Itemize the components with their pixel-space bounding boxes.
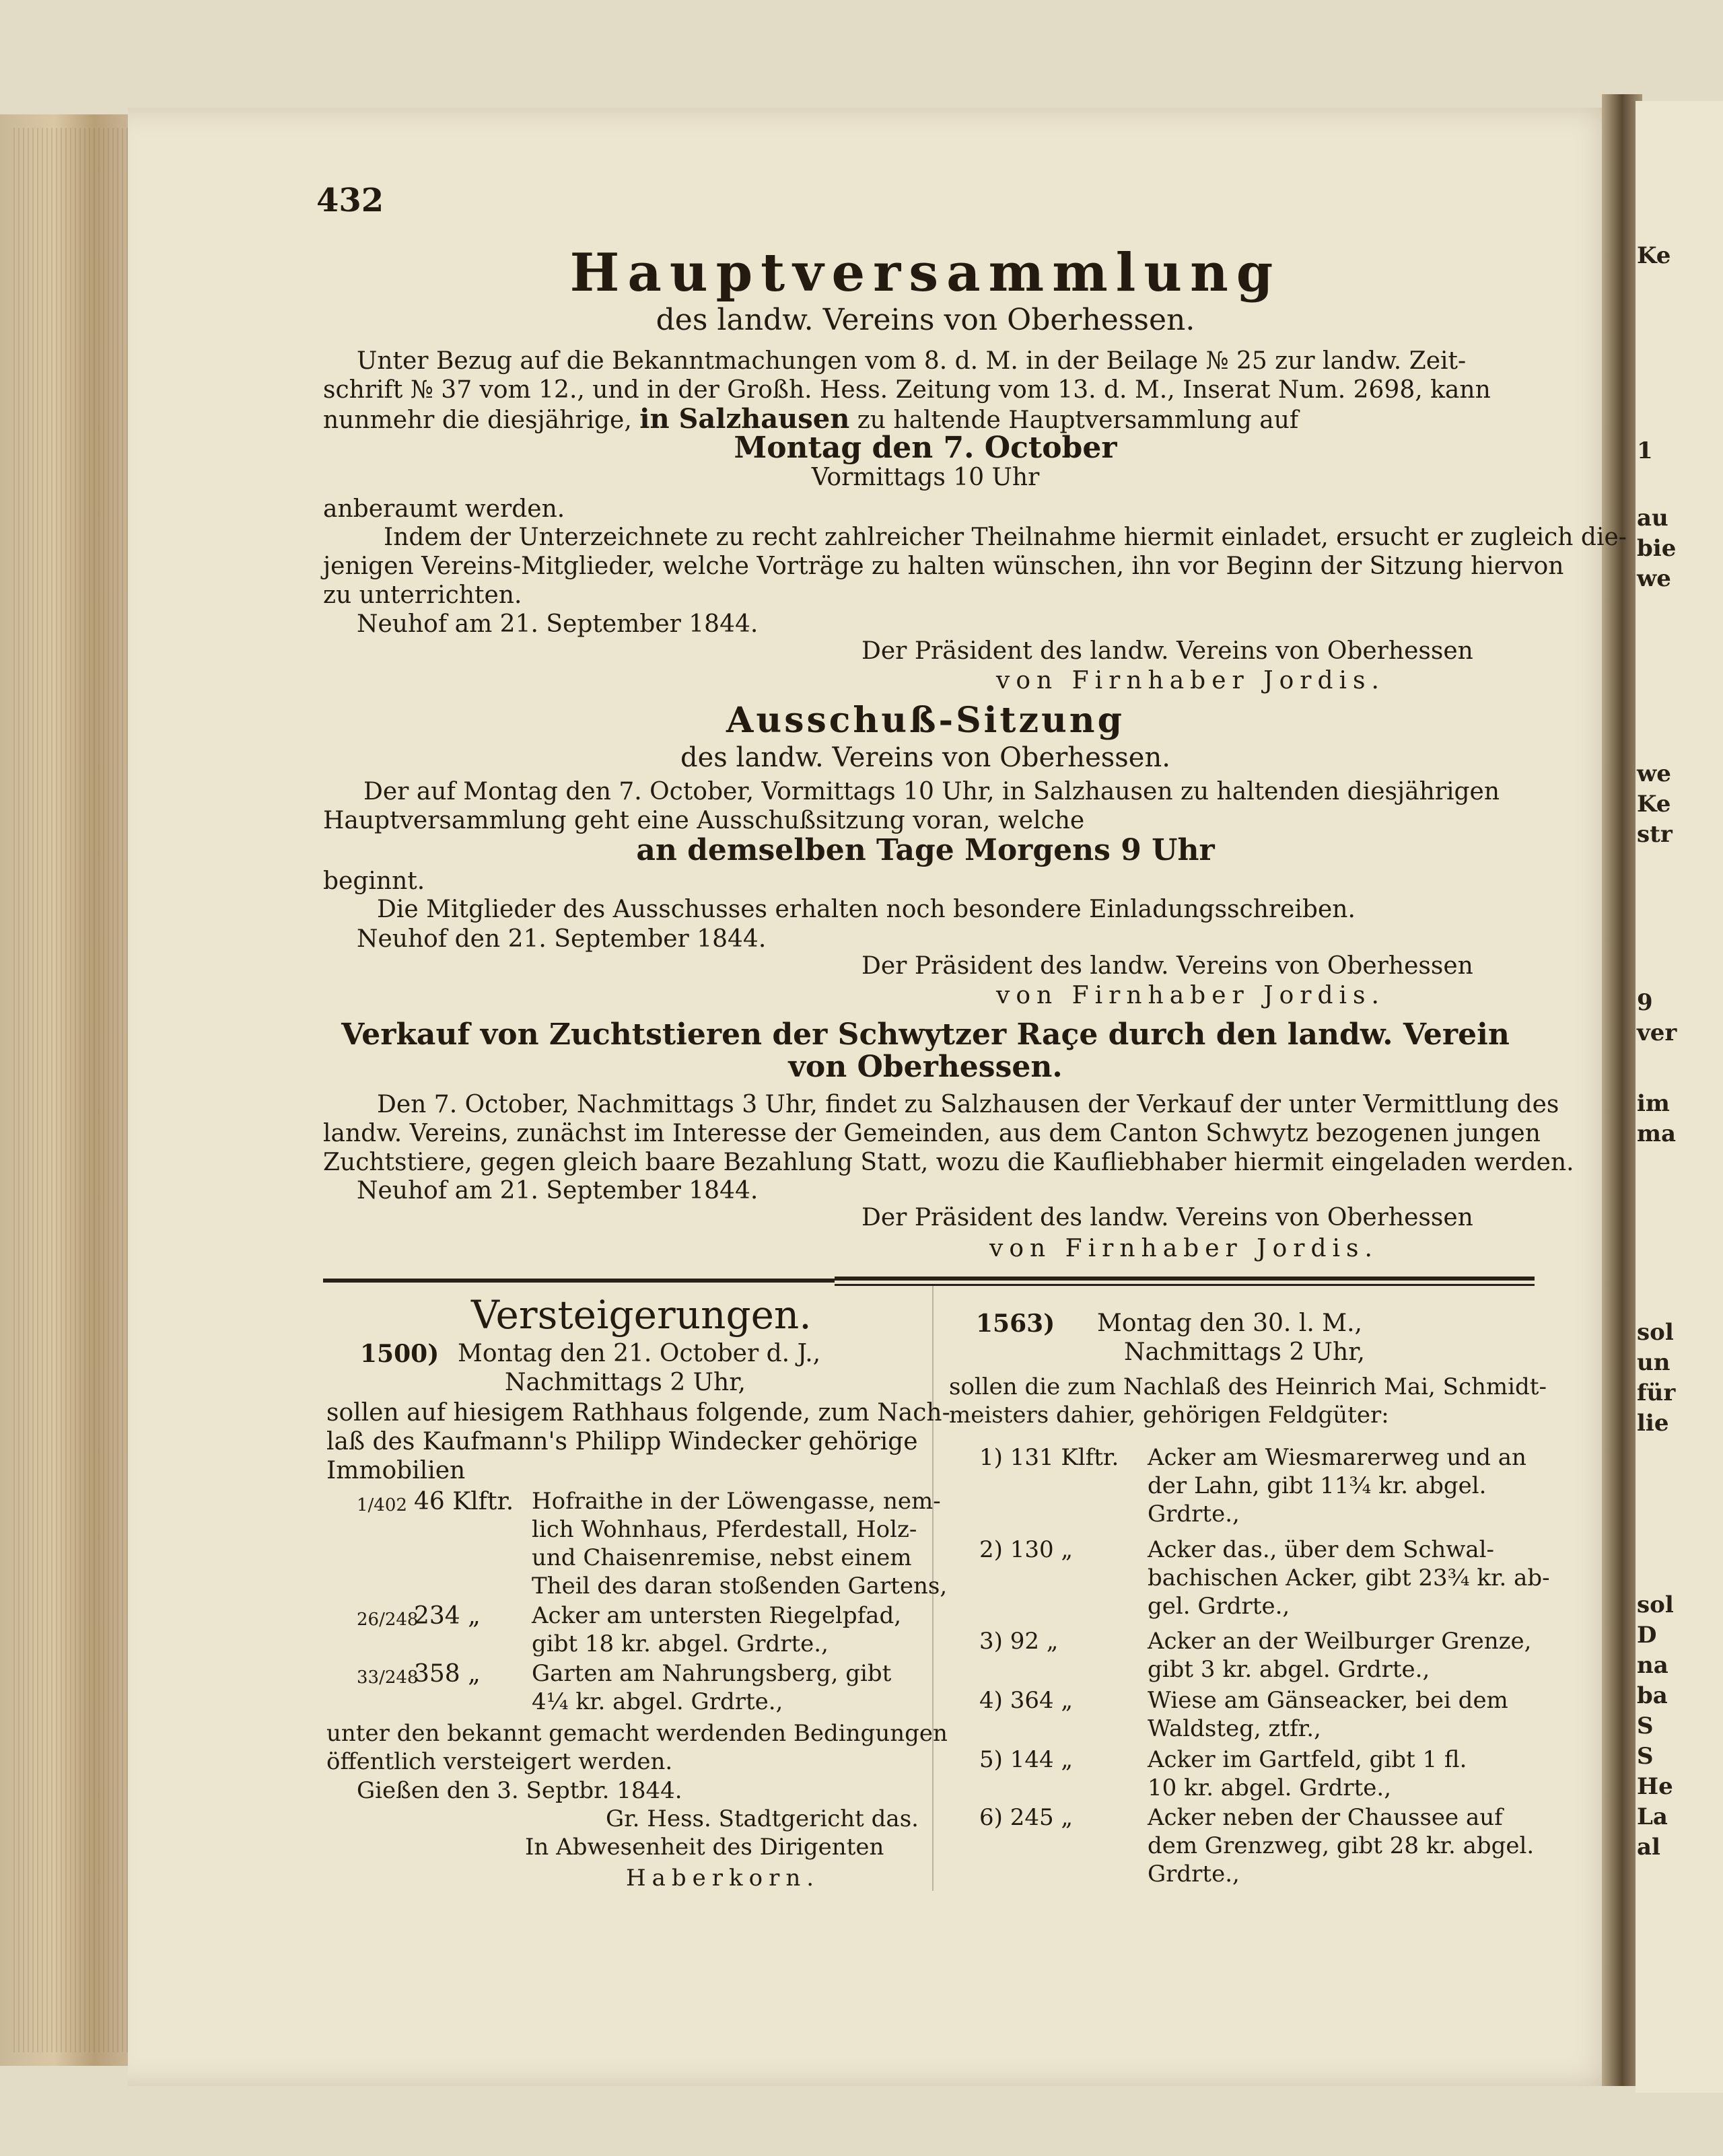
facing-word: sol [1637, 1319, 1674, 1346]
lc-item3-line: 4¼ kr. abgel. Grdrte., [532, 1688, 783, 1715]
a3-title-line2: von Oberhessen. [788, 1050, 1063, 1084]
lc-item3-size: 358 „ [414, 1660, 481, 1688]
lc-item1-size: 46 Klftr. [414, 1488, 514, 1515]
a3-signature-1: Der Präsident des landw. Vereins von Oberhessen [862, 1204, 1473, 1231]
facing-word: La [1637, 1803, 1668, 1830]
facing-word: au [1637, 505, 1668, 532]
rc-item4-line: Wiese am Gänseacker, bei dem [1148, 1687, 1508, 1714]
lc-item3-fraction: 33/248 [357, 1667, 419, 1688]
rc-item2-line: Acker das., über dem Schwal- [1148, 1536, 1495, 1563]
facing-word: bie [1637, 535, 1677, 562]
a1-line1: Unter Bezug auf die Bekanntmachungen vom 8. d. M. in der Beilage № 25 zur landw. Zeit- [357, 347, 1467, 375]
rc-item5-line: Acker im Gartfeld, gibt 1 fl. [1148, 1746, 1467, 1773]
section-divider-thin [835, 1284, 1535, 1286]
rc-date2: Nachmittags 2 Uhr, [1124, 1338, 1365, 1366]
a1-line2: schrift № 37 vom 12., und in der Großh. Hess. Zeitung vom 13. d. M., Inserat Num. 2698, kann [323, 376, 1491, 404]
lc-item1-line: lich Wohnhaus, Pferdestall, Holz- [532, 1516, 917, 1543]
a2-title: Ausschuß-Sitzung [726, 700, 1125, 741]
a1-date: Montag den 7. October [734, 431, 1117, 465]
page-title: Hauptversammlung [569, 242, 1281, 303]
a2-line3: beginnt. [323, 867, 425, 895]
rc-number: 1563) [976, 1309, 1055, 1338]
lc-item2-line: Acker am untersten Riegelpfad, [532, 1602, 902, 1629]
a1-line6: jenigen Vereins-Mitglieder, welche Vorträge zu halten wünschen, ihn vor Beginn der Sitzung hiervon [323, 552, 1564, 580]
rc-item5-number: 5) 144 „ [979, 1746, 1074, 1773]
a2-emphasis: an demselben Tage Morgens 9 Uhr [636, 833, 1215, 867]
rc-p1: sollen die zum Nachlaß des Heinrich Mai, Schmidt- [949, 1373, 1547, 1400]
facing-word: sol [1637, 1591, 1674, 1618]
lc-item3-line: Garten am Nahrungsberg, gibt [532, 1660, 892, 1687]
facing-word: ba [1637, 1682, 1668, 1709]
rc-item1-line: der Lahn, gibt 11¾ kr. abgel. [1148, 1472, 1487, 1499]
a1-line4: anberaumt werden. [323, 495, 565, 523]
rc-item6-number: 6) 245 „ [979, 1804, 1074, 1831]
a2-line1: Der auf Montag den 7. October, Vormittags 10 Uhr, in Salzhausen zu haltenden diesjährigen [363, 778, 1500, 805]
lc-signature-2: In Abwesenheit des Dirigenten [525, 1834, 884, 1861]
section-divider-left [323, 1279, 835, 1283]
a1-time: Vormittags 10 Uhr [811, 464, 1040, 491]
lc-item2-line: gibt 18 kr. abgel. Grdrte., [532, 1630, 829, 1657]
a3-signature-2: von Firnhaber Jordis. [989, 1235, 1378, 1262]
facing-word: we [1637, 565, 1671, 592]
facing-word: S [1637, 1743, 1654, 1770]
rc-p2: meisters dahier, gehörigen Feldgüter: [949, 1402, 1389, 1429]
lc-item2-fraction: 26/248 [357, 1610, 419, 1630]
page-number: 432 [316, 182, 384, 219]
a1-signature-1: Der Präsident des landw. Vereins von Oberhessen [862, 637, 1473, 665]
rc-item6-line: dem Grenzweg, gibt 28 kr. abgel. [1148, 1832, 1535, 1859]
a3-place-date: Neuhof am 21. September 1844. [357, 1177, 759, 1205]
a1-place-date: Neuhof am 21. September 1844. [357, 610, 759, 638]
lc-item1-line: Hofraithe in der Löwengasse, nem- [532, 1488, 941, 1515]
facing-word: ma [1637, 1120, 1677, 1147]
facing-word: 9 [1637, 989, 1653, 1016]
lc-place-date: Gießen den 3. Septbr. 1844. [357, 1777, 682, 1804]
facing-page [1636, 101, 1723, 2093]
lc-item2-size: 234 „ [414, 1602, 481, 1630]
facing-word: na [1637, 1652, 1668, 1679]
lc-signature-3: Haberkorn. [626, 1865, 820, 1892]
a1-line3: nunmehr die diesjährige, in Salzhausen zu haltende Hauptversammlung auf [323, 403, 1299, 435]
facing-word: str [1637, 821, 1673, 848]
a1-signature-2: von Firnhaber Jordis. [996, 667, 1385, 694]
lc-closing1: unter den bekannt gemacht werdenden Bedingungen [326, 1720, 948, 1747]
rc-item4-number: 4) 364 „ [979, 1687, 1074, 1714]
lc-p1: sollen auf hiesigem Rathhaus folgende, zum Nach- [326, 1399, 950, 1427]
rc-item6-line: Acker neben der Chaussee auf [1148, 1804, 1503, 1831]
rc-item2-number: 2) 130 „ [979, 1536, 1074, 1563]
facing-word: ver [1637, 1019, 1677, 1046]
lc-date1: Montag den 21. October d. J., [458, 1340, 821, 1367]
rc-item3-line: gibt 3 kr. abgel. Grdrte., [1148, 1656, 1430, 1683]
lc-signature-1: Gr. Hess. Stadtgericht das. [606, 1805, 919, 1832]
rc-item3-line: Acker an der Weilburger Grenze, [1148, 1628, 1532, 1655]
page-subtitle: des landw. Vereins von Oberhessen. [656, 303, 1195, 337]
lc-closing2: öffentlich versteigert werden. [326, 1748, 673, 1775]
lc-item1-line: Theil des daran stoßenden Gartens, [532, 1573, 948, 1600]
facing-word: un [1637, 1349, 1671, 1376]
a2-line2: Hauptversammlung geht eine Ausschußsitzung voran, welche [323, 807, 1085, 834]
rc-item3-number: 3) 92 „ [979, 1628, 1059, 1655]
facing-word: D [1637, 1622, 1657, 1649]
a3-line2: landw. Vereins, zunächst im Interesse der Gemeinden, aus dem Canton Schwytz bezogenen jungen [323, 1120, 1541, 1147]
lc-item1-fraction: 1/402 [357, 1495, 407, 1515]
auctions-heading: Versteigerungen. [471, 1292, 812, 1338]
facing-word: S [1637, 1713, 1654, 1739]
a2-signature-1: Der Präsident des landw. Vereins von Oberhessen [862, 952, 1473, 980]
a3-title-line1: Verkauf von Zuchtstieren der Schwytzer Raçe durch den landw. Verein [341, 1017, 1510, 1052]
rc-item4-line: Waldsteg, ztfr., [1148, 1715, 1321, 1742]
rc-item1-line: Grdrte., [1148, 1501, 1240, 1528]
rc-item6-line: Grdrte., [1148, 1861, 1240, 1888]
rc-item5-line: 10 kr. abgel. Grdrte., [1148, 1774, 1392, 1801]
lc-p2: laß des Kaufmann's Philipp Windecker gehörige [326, 1428, 918, 1456]
a2-subtitle: des landw. Vereins von Oberhessen. [680, 742, 1170, 773]
book-page-edges [0, 114, 135, 2066]
rc-item2-line: gel. Grdrte., [1148, 1593, 1290, 1620]
facing-word: lie [1637, 1410, 1669, 1437]
rc-item1-number: 1) 131 Klftr. [979, 1444, 1119, 1471]
rc-date1: Montag den 30. l. M., [1097, 1309, 1362, 1337]
facing-word: al [1637, 1834, 1660, 1861]
lc-date2: Nachmittags 2 Uhr, [505, 1369, 746, 1396]
rc-item2-line: bachischen Acker, gibt 23¾ kr. ab- [1148, 1565, 1550, 1591]
a1-line5: Indem der Unterzeichnete zu recht zahlreicher Theilnahme hiermit einladet, ersucht er zugleich die- [384, 524, 1627, 551]
section-divider-right [835, 1277, 1535, 1281]
facing-word: Ke [1637, 791, 1671, 818]
facing-word: He [1637, 1773, 1673, 1800]
lc-p3: Immobilien [326, 1457, 466, 1484]
a2-place-date: Neuhof den 21. September 1844. [357, 925, 767, 953]
facing-word: 1 [1637, 437, 1653, 464]
facing-word: we [1637, 760, 1671, 787]
lc-item1-line: und Chaisenremise, nebst einem [532, 1544, 912, 1571]
a3-line3: Zuchtstiere, gegen gleich baare Bezahlung Statt, wozu die Kaufliebhaber hiermit eingeladen werden. [323, 1149, 1574, 1176]
lc-number: 1500) [360, 1340, 439, 1368]
facing-word: Ke [1637, 242, 1671, 269]
a2-line4: Die Mitglieder des Ausschusses erhalten noch besondere Einladungsschreiben. [377, 896, 1356, 923]
a1-line7: zu unterrichten. [323, 581, 522, 609]
facing-word: im [1637, 1090, 1670, 1117]
facing-word: für [1637, 1379, 1676, 1406]
a3-line1: Den 7. October, Nachmittags 3 Uhr, findet zu Salzhausen der Verkauf der unter Vermittlung des [377, 1091, 1559, 1118]
a2-signature-2: von Firnhaber Jordis. [996, 982, 1385, 1009]
rc-item1-line: Acker am Wiesmarerweg und an [1148, 1444, 1526, 1471]
